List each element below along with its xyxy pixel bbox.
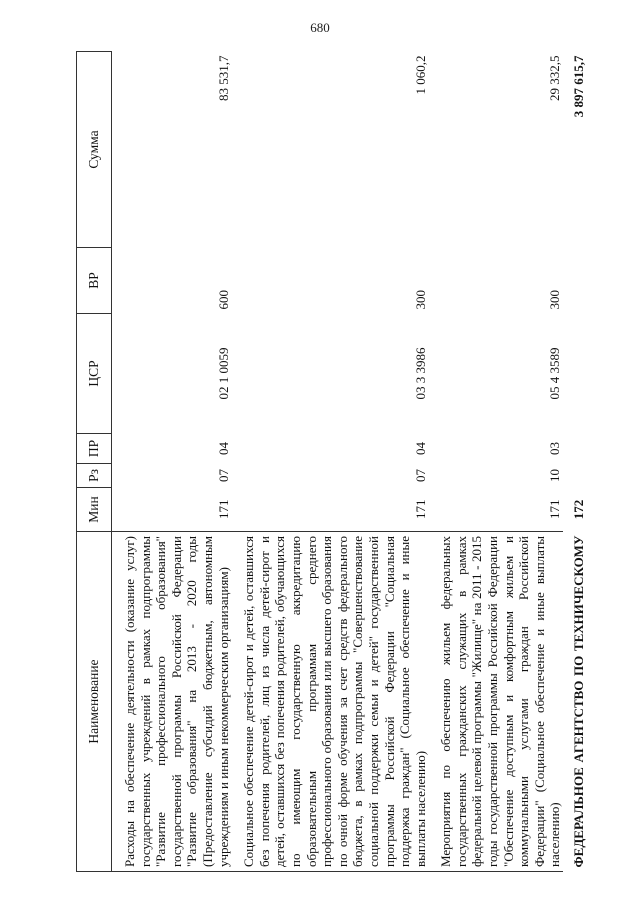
row-pr: 04 <box>215 442 231 455</box>
row-sum: 1 060,2 <box>412 55 428 95</box>
col-header-min: Мин <box>77 488 112 532</box>
agency-name: ФЕДЕРАЛЬНОЕ АГЕНТСТВО ПО ТЕХНИЧЕСКОМУ <box>571 535 587 868</box>
table-row <box>241 52 428 872</box>
col-header-rz: Рз <box>77 464 112 488</box>
row-csr: 03 3 3986 <box>412 347 428 400</box>
table-row-agency <box>563 52 587 872</box>
col-header-csr: ЦСР <box>77 314 112 434</box>
row-vr: 300 <box>412 290 428 310</box>
page-number: 680 <box>310 20 330 35</box>
row-rz: 10 <box>547 469 563 482</box>
col-header-vr: ВР <box>77 248 112 314</box>
row-pr: 03 <box>547 442 563 455</box>
row-vr: 600 <box>215 290 231 310</box>
budget-table <box>76 51 587 872</box>
row-min: 171 <box>215 499 231 519</box>
row-name: Социальное обеспечение детей-сирот и детей, оставшихся без попечения родителей, лиц из числа детей-сирот и детей, оставшихся без попечения родителей, обучающихся по имеющим государственную аккредитацию образовательным программам среднего профессионального образования или высшего образования по очной форме обучения за счет средств федерального бюджета, в рамках подпрограммы "Совершенствование социальной поддержки семьи и детей" государственной программы Российской Федерации "Социальная поддержка граждан" (Социальное обеспечение и иные выплаты населению) <box>241 532 428 872</box>
row-rz: 07 <box>215 469 231 482</box>
row-csr: 05 4 3589 <box>547 347 563 400</box>
row-vr: 300 <box>547 290 563 310</box>
row-sum: 29 332,5 <box>547 55 563 101</box>
table-row <box>122 52 231 872</box>
row-pr: 04 <box>412 442 428 455</box>
col-header-name: Наименование <box>77 532 112 872</box>
col-header-sum: Сумма <box>77 52 112 248</box>
row-min: 171 <box>412 499 428 519</box>
row-name: Расходы на обеспечение деятельности (оказание услуг) государственных учреждений в рамках подпрограммы "Развитие профессионального образования" государственной программы Российской Федерации "Развитие образования" на 2013 - 2020 годы (Предоставление субсидий бюджетным, автономным учреждениям и иным некоммерческим организациям) <box>122 532 231 872</box>
table-header-row <box>77 52 112 872</box>
table-row <box>438 52 563 872</box>
row-name: Мероприятия по обеспечению жильем федеральных государственных гражданских служащих в рамках федеральной целевой программы "Жилище" на 2011 - 2015 годы государственной программы Российской Федерации "Обеспечение доступным и комфортным жильем и коммунальными услугами граждан Российской Федерации" (Социальное обеспечение и иные выплаты населению) <box>438 532 563 872</box>
col-header-pr: ПР <box>77 434 112 464</box>
row-min: 171 <box>547 499 563 519</box>
rotated-table-page <box>76 52 611 872</box>
row-csr: 02 1 0059 <box>215 347 231 400</box>
agency-total-sum: 3 897 615,7 <box>571 55 587 118</box>
agency-min: 172 <box>571 499 587 520</box>
row-rz: 07 <box>412 469 428 482</box>
row-sum: 83 531,7 <box>215 55 231 101</box>
